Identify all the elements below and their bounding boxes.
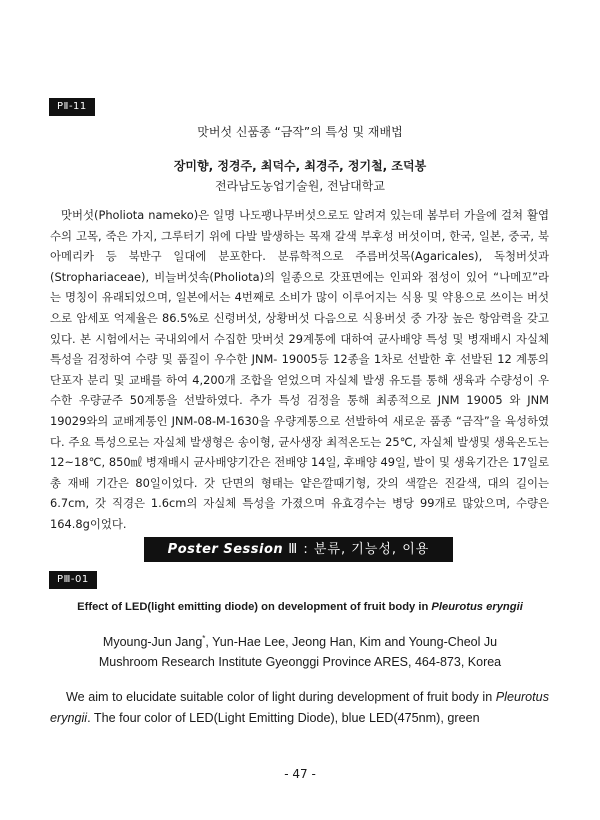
abstract-paragraph-2 [50, 687, 549, 729]
abstract-authors-2 [0, 634, 600, 649]
other-authors: , Yun-Hae Lee, Jeong Han, Kim and Young-Cheol Ju [205, 635, 498, 650]
body-species: Pleurotus eryngii [50, 690, 549, 725]
title-species: Pleurotus eryngii [431, 601, 523, 613]
body-rest: . The four color of LED(Light Emitting Diode), blue LED(475nm), green [87, 711, 480, 725]
banner-label: Poster Session [167, 542, 284, 557]
first-author: Myoung-Jun Jang [102, 635, 203, 650]
abstract-code-badge-2: PⅢ-01 [49, 571, 97, 589]
corresponding-mark: * [202, 634, 206, 643]
abstract-title-2 [0, 601, 600, 613]
abstract-body [50, 205, 549, 535]
abstract-affiliation: 전라남도농업기술원, 전남대학교 [215, 179, 385, 193]
page-number: - 47 - [284, 767, 316, 781]
title-text: Effect of LED(light emitting diode) on development of fruit body in [77, 601, 432, 613]
poster-session-banner [144, 537, 453, 562]
abstract-affiliation-2: Mushroom Research Institute Gyeonggi Province ARES, 464-873, Korea [98, 655, 502, 669]
banner-subtitle: Ⅲ : 분류, 기능성, 이용 [283, 542, 430, 557]
abstract-paragraph: 맛버섯(Pholiota nameko)은 일명 나도팽나무버섯으로도 알려져 있는데 봄부터 가을에 걸쳐 활엽수의 고목, 죽은 가지, 그루터기 위에 다발 발생하는 목재 갈색 부후성 버섯이며, 한국, 일본, 중국, 북아메리카 등 북반구 일대에 분포한다. 분류학적으로 주름버섯목(Agaricales), 독청버섯과(Strophariaceae), 비늘버섯속(Pholiota)의 일종으로 갓표면에는 인피와 점성이 있어 “나메꼬”라는 명칭이 유래되었으며, 일본에서는 4번째로 소비가 많이 이루어지는 식용 및 약용으로 쓰이는 버섯으로 암세포 억제율은 86.5%로 신령버섯, 상황버섯 다음으로 식용버섯 중 가장 높은 항암력을 갖고 있다. 본 시험에서는 국내외에서 수집한 맛버섯 29계통에 대하여 균사배양 특성 및 병재배시 자실체 특성을 검정하여 수량 및 품질이 우수한 JNM- 19005등 12종을 1차로 선발한 후 선발된 12 계통의 단포자 분리 및 교배를 하여 4,200개 조합을 얻었으며 자실체 발생 유도를 통해 생육과 수량성이 우수한 우량균주 50계통을 선발하였다. 추가 특성 검정을 통해 최종적으로 JNM 19005 와 JNM 19029와의 교배계통인 JNM-08-M-1630을 우량계통으로 선발하여 새로운 품종 “금작”을 육성하였다. 주요 특성으로는 자실체 발생형은 송이형, 균사생장 최적온도는 25℃, 자실체 발생및 생육온도는 12~18℃, 850㎖ 병재배시 균사배양기간은 전배양 14일, 후배양 49일, 발이 및 생육기간은 17일로 총 재배 기간은 80일이었다. 갓 단면의 형태는 얕은깔때기형, 갓의 색깔은 진갈색, 대의 길이는 6.7cm, 갓 직경은 1.6cm의 자실체 특성을 가졌으며 유효경수는 병당 99개로 많았으며, 수량은 164.8g이었다. [50, 208, 549, 531]
abstract-code-badge: PⅡ-11 [49, 98, 95, 116]
abstract-authors: 장미향, 정경주, 최덕수, 최경주, 정기철, 조덕봉 [173, 159, 427, 173]
body-intro: We aim to elucidate suitable color of light during development of fruit body in [66, 690, 496, 704]
abstract-body-2 [50, 687, 549, 729]
abstract-title: 맛버섯 신품종 “금작”의 특성 및 재배법 [197, 125, 403, 139]
